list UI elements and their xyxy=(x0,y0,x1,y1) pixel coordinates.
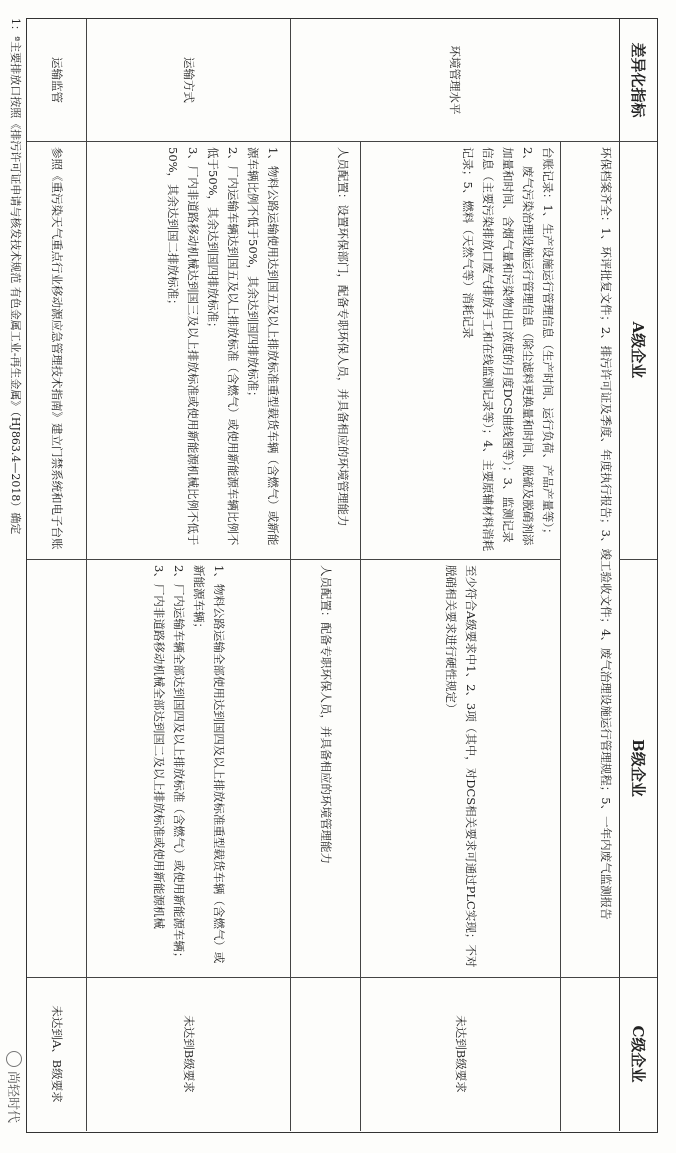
archive-requirement: 环保档案齐全：1、环评批复文件；2、排污许可证及季度、年度执行报告；3、竣工验收文件；4、废气治理设施运行管理规程；5、一年内废气监测报告 xyxy=(599,147,613,920)
staff-a: 人员配置：设置环保部门，配备专职环保人员，并具备相应的环境管理能力 xyxy=(336,147,350,527)
watermark-text: 尚轻时代 xyxy=(5,1070,20,1123)
ledger-c: 未达到B级要求 xyxy=(454,1015,468,1093)
label-monitoring: 运输监管 xyxy=(50,57,64,103)
transport-c: 未达到B级要求 xyxy=(182,1015,196,1093)
staff-c xyxy=(291,977,361,1131)
label-management: 环境管理水平 xyxy=(448,45,462,115)
staff-b: 人员配置：配备专职环保人员，并具备相应的环境管理能力 xyxy=(319,565,333,864)
ledger-b: 至少符合A级要求中1、2、3项（其中，对DCS相关要求可通过PLC实现；不对脱硝相关要求进行硬性规定） xyxy=(444,565,478,968)
wechat-icon xyxy=(7,1051,23,1067)
header-grade-c: C级企业 xyxy=(619,977,657,1131)
header-grade-b: B级企业 xyxy=(619,559,657,977)
monitoring-c: 未达到A、B级要求 xyxy=(50,1005,64,1103)
col-divider xyxy=(619,559,657,560)
ledger-a: 台账记录：1、生产设施运行管理信息（生产时间、运行负荷、产品产量等）；2、废气污染治理设施运行管理信息（除尘滤料更换量和时间、脱硫及脱硝剂添加量和时间、含烟气量和污染物出口浓度的月度DCS曲线图等）；3、监测记录信息（主要污染排放口废气排放手工和在线监测记录等）；4、主要原辅材料消耗记录；5、燃料（天然气等）消耗记录 xyxy=(461,147,555,552)
indicator-table xyxy=(26,18,658,1133)
label-transport: 运输方式 xyxy=(182,57,196,103)
watermark xyxy=(5,1051,24,1123)
header-grade-a: A级企业 xyxy=(619,141,657,559)
monitoring-ab: 参照《重污染天气重点行业移动源应急管理技术指南》建立门禁系统和电子台账 xyxy=(50,147,64,550)
footnote: 1：ª主要排放口按照《排污许可证申请与核发技术规范 有色金属工业-再生金属》（HJ863.4—2018）确定 xyxy=(9,18,22,535)
transport-a: 1、物料公路运输使用达到国五及以上排放标准重型载货车辆（含燃气）或新能源车辆比例不低于50%，其余达到国四排放标准； 2、厂内运输车辆达到国五及以上排放标准（含燃气）或使用新能源车辆比例不低于50%，其余达到国四排放标准； 3、厂内非道路移动机械达到国三及以上排放标准或使用新能源机械比例不低于50%，其余达到国二排放标准； xyxy=(166,147,280,546)
transport-b: 1、物料公路运输全部使用达到国四及以上排放标准重型载货车辆（含燃气）或新能源车辆； 2、厂内运输车辆全部达到国四及以上排放标准（含燃气）或使用新能源车辆； 3、厂内非道路移动机械全部达到国二及以上排放标准或使用新能源机械 xyxy=(152,565,226,964)
header-indicator: 差异化指标 xyxy=(619,19,657,141)
